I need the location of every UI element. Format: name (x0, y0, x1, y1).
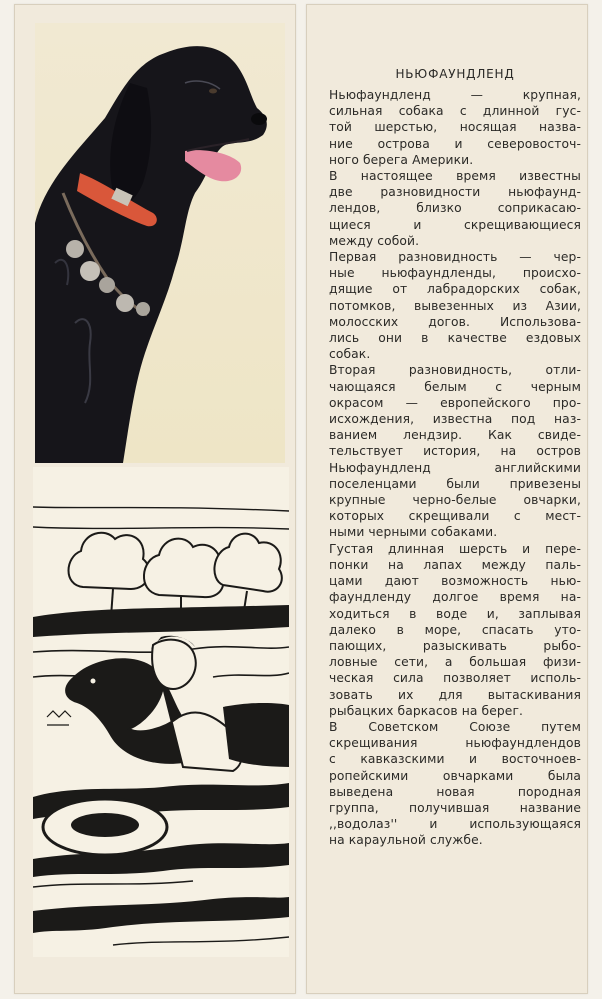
newfoundland-photo-illustration (35, 23, 285, 463)
article-line: исхождения, известна под наз- (329, 412, 581, 427)
article-line: которых скрещивали с мест- (329, 509, 581, 524)
article-line: фаундленду долгое время на- (329, 590, 581, 605)
article-line: ропейскими овчарками была (329, 768, 581, 783)
article-line: потомков, вывезенных из Азии, (329, 298, 581, 313)
article-line: сильная собака с длинной гус- (329, 104, 581, 119)
article-line: понки на лапах между паль- (329, 557, 581, 572)
article-line: тельствует история, на остров (329, 444, 581, 459)
article-line: Ньюфаундленд — крупная, (329, 88, 581, 102)
article-line: чающаяся белым с черным (329, 379, 581, 394)
article-line: цами дают возможность нью- (329, 574, 581, 589)
article-line: В Советском Союзе путем (329, 719, 581, 734)
article-line: той шерстью, носящая назва- (329, 120, 581, 135)
article-line: ными черными собаками. (329, 525, 498, 540)
article-line: рыбацких баркасов на берег. (329, 703, 524, 718)
article-line: ходиться в воде и, заплывая (329, 606, 581, 621)
article-line: ванием лендзир. Как свиде- (329, 428, 581, 443)
article-line: поселенцами были привезены (329, 476, 581, 491)
article-line: Густая длинная шерсть и пере- (329, 541, 581, 556)
article-line: ние острова и северовосточ- (329, 136, 581, 151)
article-line: две разновидности ньюфаунд- (329, 185, 581, 200)
article-line: Первая разновидность — чер- (329, 250, 581, 265)
article-line: крупные черно-белые овчарки, (329, 493, 581, 508)
article-text (329, 87, 581, 849)
article-line: выведена новая породная (329, 784, 581, 799)
article-line: на караульной службе. (329, 833, 483, 848)
right-card (306, 4, 588, 994)
article-line: зовать их для вытаскивания (329, 687, 581, 702)
article-title: НЬЮФАУНДЛЕНД (395, 67, 515, 81)
article-line: В настоящее время известны (329, 169, 581, 184)
article-line: с кавказскими и восточноев- (329, 752, 581, 767)
article-line: Вторая разновидность, отли- (329, 363, 581, 378)
article-line: дящие от лабрадорских собак, (329, 282, 581, 297)
article-line: ,,водолаз'' и использующаяся (329, 817, 581, 832)
article-line: ловные сети, а большая физи- (329, 655, 581, 670)
article-line: щиеся и скрещивающиеся (329, 217, 581, 232)
article-line: группа, получившая название (329, 800, 581, 815)
article-line: скрещивания ньюфаундлендов (329, 736, 581, 751)
article-line: лись они в качестве ездовых (329, 331, 581, 346)
article-line: Ньюфаундленд английскими (329, 460, 581, 475)
article-line: окрасом — европейского про- (329, 395, 581, 410)
dog-photo (35, 23, 285, 463)
article-line: ческая сила позволяет исполь- (329, 671, 581, 686)
swimming-boy-dog-illustration (33, 467, 289, 957)
article-line: ного берега Америки. (329, 152, 474, 167)
article-line: лендов, близко соприкасаю- (329, 201, 581, 216)
boy-with-dog-engraving (33, 467, 289, 957)
article-line: молосских догов. Использова- (329, 314, 581, 329)
article-line: между собой. (329, 233, 420, 248)
article-line: ные ньюфаундленды, происхо- (329, 266, 581, 281)
article-line: далеко в море, спасать уто- (329, 622, 581, 637)
left-card (14, 4, 296, 994)
article-line: собак. (329, 347, 371, 362)
article-line: пающих, разыскивать рыбо- (329, 638, 581, 653)
